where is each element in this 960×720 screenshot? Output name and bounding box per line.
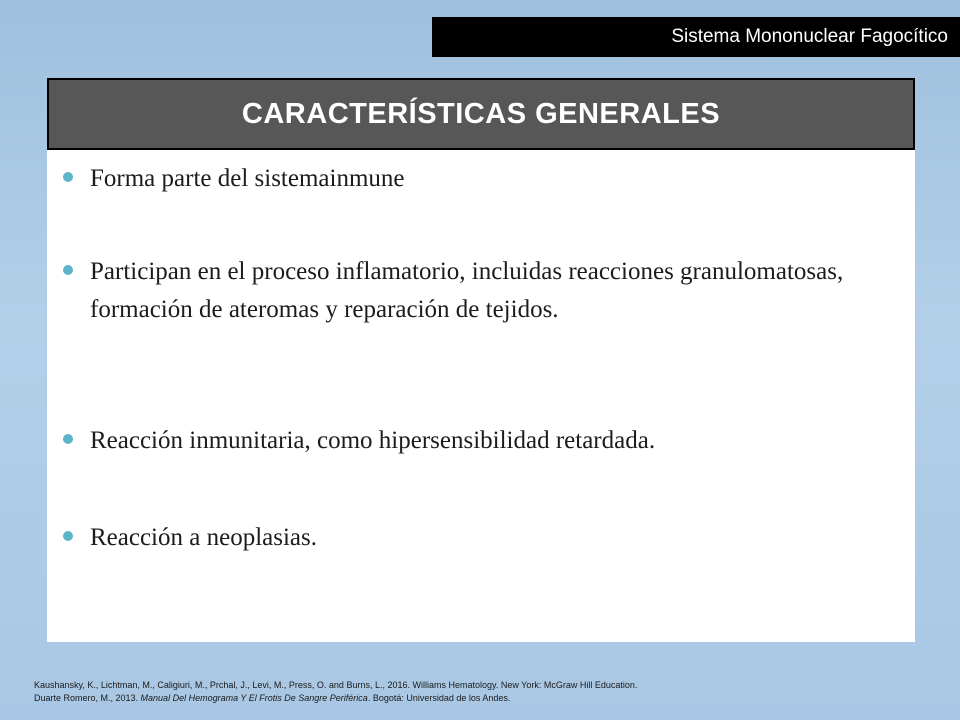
bullet-text: Reacción inmunitaria, como hipersensibilidad retardada. [90, 427, 656, 454]
slide-title-box [47, 78, 915, 150]
references [34, 679, 914, 705]
bullet-text: Reacción a neoplasias. [90, 524, 317, 551]
bullet-dot-icon [63, 434, 73, 444]
bullet-item-4 [63, 519, 873, 557]
bullet-item-2 [63, 253, 873, 329]
section-label-bar [432, 17, 960, 57]
bullet-item-1 [63, 160, 873, 198]
section-label: Sistema Mononuclear Fagocítico [671, 26, 948, 47]
bullet-text: Participan en el proceso inflamatorio, incluidas reacciones granulomatosas, formación de ateromas y reparación de tejidos. [90, 258, 844, 323]
bullet-dot-icon [63, 172, 73, 182]
slide-title: CARACTERÍSTICAS GENERALES [241, 97, 721, 130]
bullet-dot-icon [63, 265, 73, 275]
bullet-dot-icon [63, 531, 73, 541]
reference-2-prefix: Duarte Romero, M., 2013. [34, 693, 141, 703]
reference-2-title: Manual Del Hemograma Y El Frotis De Sangre Periférica [140, 693, 368, 703]
reference-1: Kaushansky, K., Lichtman, M., Caligiuri, M., Prchal, J., Levi, M., Press, O. and Burns, L., 2016. Williams Hematology. New York: McGraw Hill Education. [34, 680, 638, 690]
bullet-text: Forma parte del sistemainmune [90, 165, 405, 192]
bullet-item-3 [63, 422, 873, 460]
reference-2 [34, 692, 914, 705]
reference-2-suffix: . Bogotá: Universidad de los Andes. [367, 693, 511, 703]
slide-content [47, 150, 915, 642]
